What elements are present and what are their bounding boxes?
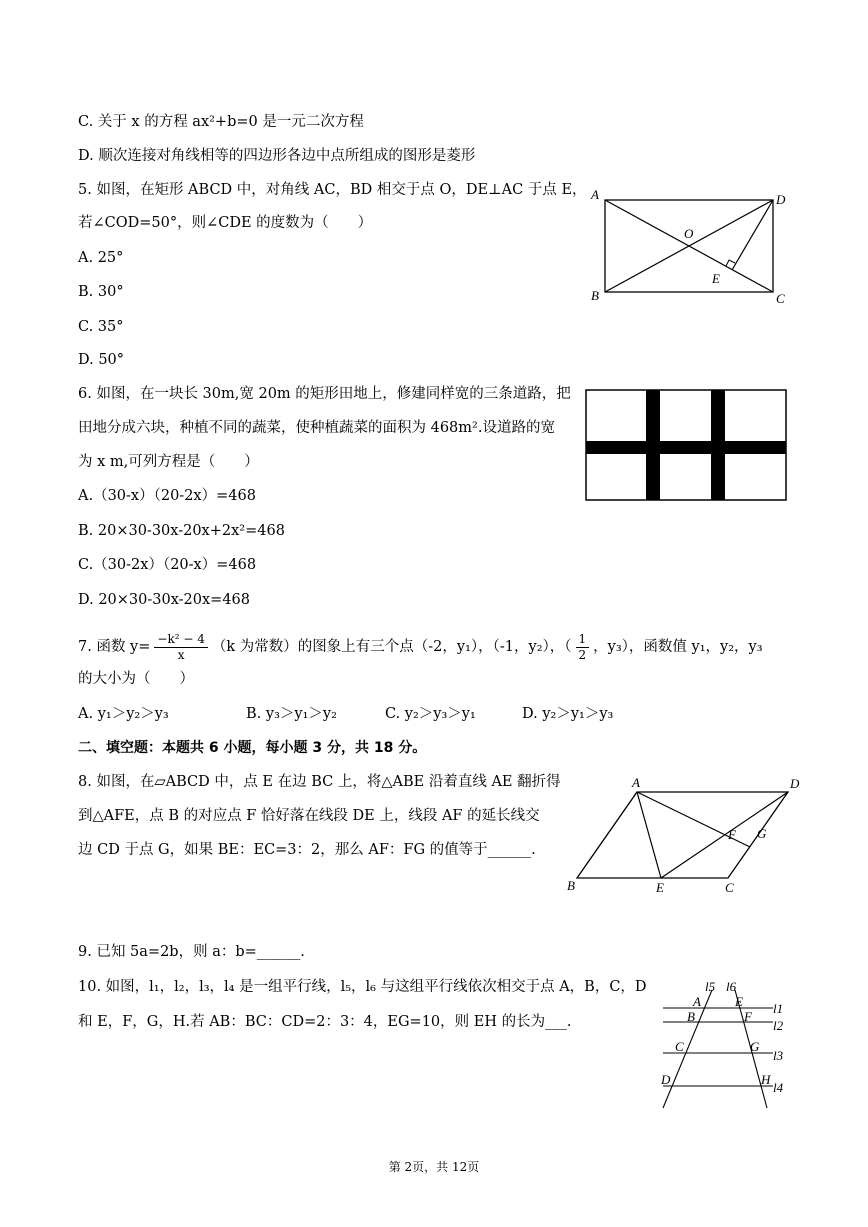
q7-option-c: C. y₂＞y₃＞y₁ xyxy=(385,706,476,722)
q7-option-a: A. y₁＞y₂＞y₃ xyxy=(78,706,169,722)
q7-middle: （k 为常数）的图象上有三个点（-2，y₁），（-1，y₂），（ xyxy=(211,639,572,655)
q7-numerator: −k² − 4 xyxy=(154,632,207,648)
label-c: C xyxy=(776,291,785,306)
label-c: C xyxy=(675,1039,684,1054)
q7-half-denominator: 2 xyxy=(578,647,587,662)
question-7-line1 xyxy=(78,630,763,664)
section-2-heading: 二、填空题：本题共 6 小题，每小题 3 分，共 18 分。 xyxy=(78,740,427,756)
label-l5: l5 xyxy=(705,979,716,994)
label-f: F xyxy=(728,827,736,842)
label-b: B xyxy=(687,1009,695,1024)
right-angle-mark xyxy=(726,260,735,266)
label-h: H xyxy=(761,1072,771,1087)
q5-option-c: C. 35° xyxy=(78,319,124,335)
q7-half-fraction xyxy=(576,632,590,663)
q6-option-a: A.（30-x）（20-2x）=468 xyxy=(78,488,256,504)
q6-option-c: C.（30-2x）（20-x）=468 xyxy=(78,557,257,573)
label-a: A xyxy=(693,994,701,1009)
q6-option-b: B. 20×30-30x-20x+2x²=468 xyxy=(78,523,285,539)
figure-q5-rectangle xyxy=(580,182,800,307)
figure-q6-field xyxy=(585,389,789,503)
option-d-text: D. 顺次连接对角线相等的四边形各边中点所组成的图形是菱形 xyxy=(78,148,476,164)
label-d: D xyxy=(776,192,786,207)
label-l1: l1 xyxy=(773,1001,784,1016)
label-e: E xyxy=(712,271,720,286)
q6-option-d: D. 20×30-30x-20x=468 xyxy=(78,592,251,608)
label-b: B xyxy=(591,288,599,303)
figure-q10-parallel-lines xyxy=(655,978,795,1113)
question-10-line1: 10. 如图，l₁，l₂，l₃，l₄ 是一组平行线，l₅，l₆ 与这组平行线依次相交于点 A，B，C，D xyxy=(78,979,647,995)
label-g: G xyxy=(757,826,767,841)
q7-suffix: ，y₃），函数值 y₁，y₂，y₃ xyxy=(593,639,763,655)
option-c-text: C. 关于 x 的方程 ax²+b=0 是一元二次方程 xyxy=(78,114,364,130)
question-9: 9. 已知 5a=2b，则 a：b=______. xyxy=(78,944,305,960)
q7-half-numerator: 1 xyxy=(576,632,590,648)
segment-de xyxy=(732,200,773,270)
question-6-line2: 田地分成六块，种植不同的蔬菜，使种植蔬菜的面积为 468m².设道路的宽 xyxy=(78,420,555,436)
question-8-line3: 边 CD 于点 G，如果 BE：EC=3：2，那么 AF：FG 的值等于______. xyxy=(78,842,536,858)
q5-option-b: B. 30° xyxy=(78,284,124,300)
question-6-line3: 为 x m,可列方程是（ ） xyxy=(78,454,259,470)
label-g: G xyxy=(750,1039,760,1054)
label-d: D xyxy=(661,1072,671,1087)
question-8-line1: 8. 如图，在▱ABCD 中，点 E 在边 BC 上，将△ABE 沿着直线 AE 翻折得 xyxy=(78,774,561,790)
q5-option-a: A. 25° xyxy=(78,250,124,266)
figure-q8-parallelogram xyxy=(560,772,800,898)
question-5-line1: 5. 如图，在矩形 ABCD 中，对角线 AC，BD 相交于点 O，DE⊥AC 于点 E， xyxy=(78,182,587,198)
label-l3: l3 xyxy=(773,1048,784,1063)
question-7-line2: 的大小为（ ） xyxy=(78,671,194,687)
horizontal-road xyxy=(586,441,786,454)
q7-option-d: D. y₂＞y₁＞y₃ xyxy=(522,706,614,722)
label-o: O xyxy=(684,226,694,241)
label-d: D xyxy=(790,776,800,791)
label-b: B xyxy=(567,878,575,893)
label-l4: l4 xyxy=(773,1080,784,1095)
question-10-line2: 和 E，F，G，H.若 AB：BC：CD=2：3：4，EG=10，则 EH 的长为___. xyxy=(78,1014,572,1030)
q7-function-fraction xyxy=(154,632,207,663)
label-a: A xyxy=(591,187,599,202)
label-e: E xyxy=(656,880,664,895)
label-e: E xyxy=(735,994,743,1009)
q5-option-d: D. 50° xyxy=(78,352,125,368)
label-l2: l2 xyxy=(773,1018,784,1033)
question-6-line1: 6. 如图，在一块长 30m,宽 20m 的矩形田地上，修建同样宽的三条道路，把 xyxy=(78,386,571,402)
segment-ae xyxy=(637,792,661,878)
label-l6: l6 xyxy=(726,979,737,994)
label-c: C xyxy=(725,880,734,895)
question-5-line2: 若∠COD=50°，则∠CDE 的度数为（ ） xyxy=(78,215,373,231)
question-8-line2: 到△AFE，点 B 的对应点 F 恰好落在线段 DE 上，线段 AF 的延长线交 xyxy=(78,808,540,824)
label-a: A xyxy=(632,775,640,790)
label-f: F xyxy=(744,1009,752,1024)
q7-denominator: x xyxy=(177,647,185,662)
page-footer: 第 2页，共 12页 xyxy=(388,1160,480,1174)
q7-prefix: 7. 函数 y= xyxy=(78,639,151,655)
q7-option-b: B. y₃＞y₁＞y₂ xyxy=(246,706,337,722)
